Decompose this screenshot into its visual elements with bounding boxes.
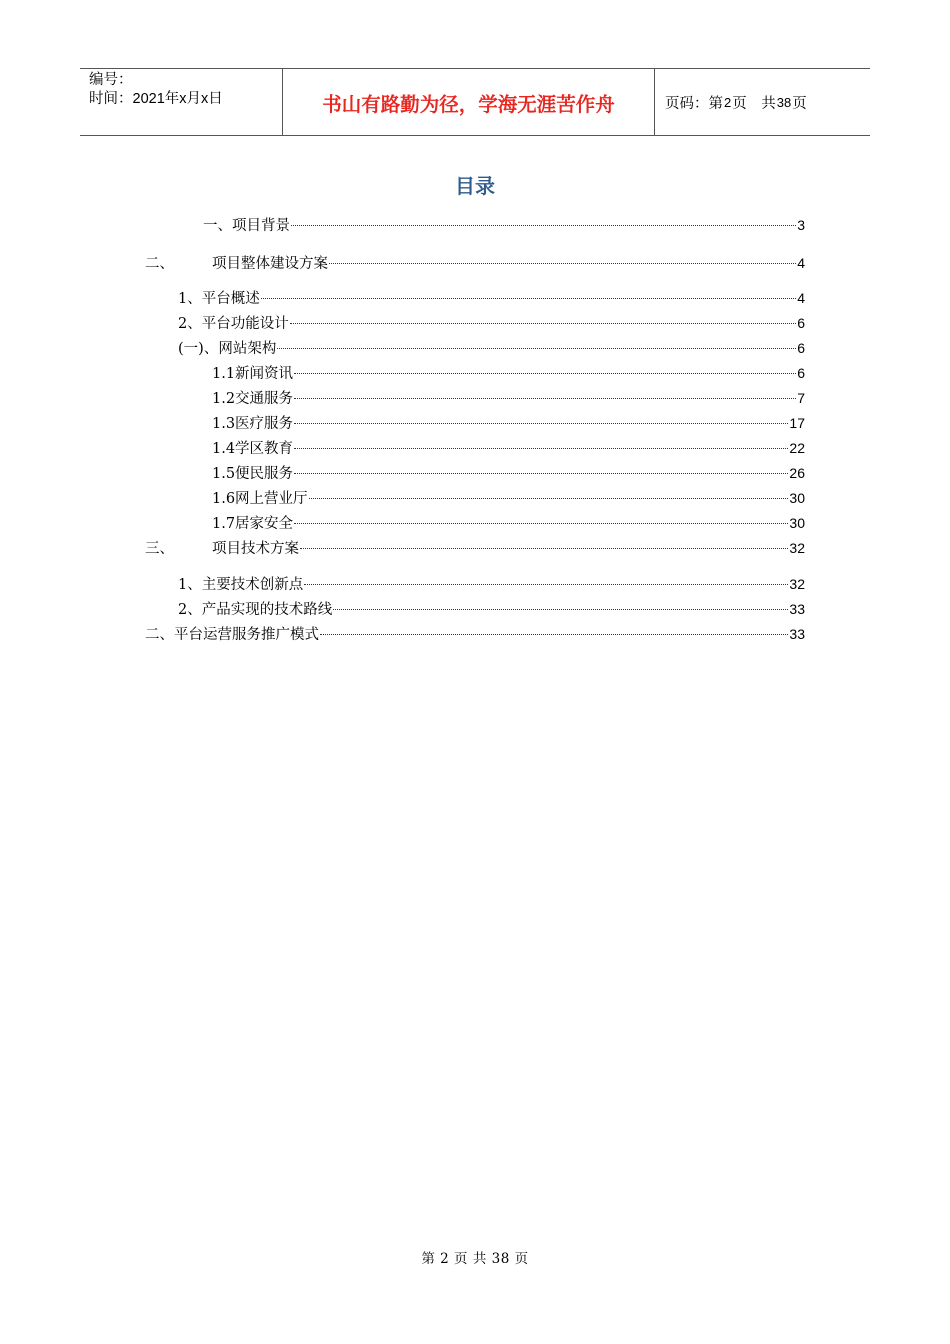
toc-entry[interactable] xyxy=(178,598,805,618)
toc-leader-dots xyxy=(329,262,796,264)
toc-leader-dots xyxy=(320,633,788,635)
toc-entry[interactable] xyxy=(212,512,805,532)
serial-number-label: 编号： xyxy=(89,72,133,88)
toc-leader-dots xyxy=(333,608,788,610)
toc-entry-page: 32 xyxy=(789,540,805,556)
toc-entry-number: 三、 xyxy=(145,541,174,557)
toc-entry[interactable] xyxy=(212,362,805,382)
toc-leader-dots xyxy=(294,472,788,474)
toc-entry[interactable] xyxy=(178,287,805,307)
toc-entry-page: 6 xyxy=(797,340,805,356)
toc-entry-page: 6 xyxy=(797,315,805,331)
toc-entry[interactable] xyxy=(145,537,805,557)
toc-entry[interactable] xyxy=(212,437,805,457)
toc-entry[interactable] xyxy=(212,462,805,482)
toc-entry-page: 33 xyxy=(789,626,805,642)
toc-leader-dots xyxy=(261,297,796,299)
page-footer: 第 2 页 共 38 页 xyxy=(421,1251,529,1267)
toc-entry-page: 30 xyxy=(789,490,805,506)
toc-entry-page: 33 xyxy=(789,601,805,617)
toc-entry-label: 一、项目背景 xyxy=(203,218,290,234)
toc-entry-label: 项目整体建设方案 xyxy=(212,256,328,272)
toc-entry-label: 1.1新闻资讯 xyxy=(212,366,294,382)
page-prefix: 页码：第 xyxy=(665,95,723,112)
toc-entry-label: 1、主要技术创新点 xyxy=(178,577,304,593)
document-header xyxy=(80,68,870,136)
toc-entry-page: 22 xyxy=(789,440,805,456)
toc-entry-page: 4 xyxy=(797,255,805,271)
toc-entry-page: 6 xyxy=(797,365,805,381)
toc-entry[interactable] xyxy=(178,312,805,332)
toc-entry-label: 1.2交通服务 xyxy=(212,391,294,407)
toc-entry-label: 1.7居家安全 xyxy=(212,516,294,532)
toc-leader-dots xyxy=(294,522,788,524)
toc-entry-label: 1.4学区教育 xyxy=(212,441,294,457)
motto-text: 书山有路勤为径，学海无涯苦作舟 xyxy=(322,93,615,116)
header-motto-cell xyxy=(282,69,655,135)
toc-leader-dots xyxy=(304,583,788,585)
header-page-cell xyxy=(655,69,870,135)
toc-entry[interactable] xyxy=(212,487,805,507)
page-suffix: 页 xyxy=(792,95,807,112)
toc-leader-dots xyxy=(290,322,796,324)
toc-entry-page: 32 xyxy=(789,576,805,592)
toc-entry-number: 二、 xyxy=(145,256,174,272)
toc-entry-label: 2、产品实现的技术路线 xyxy=(178,602,333,618)
page-total: 38 xyxy=(776,94,792,110)
toc-entry-label: 项目技术方案 xyxy=(212,541,299,557)
toc-entry-page: 26 xyxy=(789,465,805,481)
toc-entry[interactable] xyxy=(145,252,805,272)
toc-entry-page: 7 xyxy=(797,390,805,406)
toc-leader-dots xyxy=(300,547,788,549)
toc-entry-page: 17 xyxy=(789,415,805,431)
toc-entry[interactable] xyxy=(178,337,805,357)
page-middle: 页 共 xyxy=(732,95,776,112)
toc-entry[interactable] xyxy=(178,573,805,593)
toc-leader-dots xyxy=(291,224,796,226)
toc-leader-dots xyxy=(294,447,788,449)
toc-entry-page: 30 xyxy=(789,515,805,531)
toc-leader-dots xyxy=(294,422,788,424)
toc-entry-label: (一)、网站架构 xyxy=(178,341,277,357)
toc-entry-label: 1、平台概述 xyxy=(178,291,260,307)
toc-entry-page: 4 xyxy=(797,290,805,306)
date-label: 时间：2021年x月x日 xyxy=(89,91,223,107)
toc-entry[interactable] xyxy=(145,623,805,643)
toc-entry-label: 1.6网上营业厅 xyxy=(212,491,308,507)
toc-leader-dots xyxy=(309,497,789,499)
header-left-cell xyxy=(80,69,282,135)
toc-entry-label: 2、平台功能设计 xyxy=(178,316,289,332)
toc-leader-dots xyxy=(294,372,796,374)
toc-entry[interactable] xyxy=(203,214,805,234)
toc-entry-label: 二、平台运营服务推广模式 xyxy=(145,627,319,643)
toc-entry-label: 1.3医疗服务 xyxy=(212,416,294,432)
toc-entry-label: 1.5便民服务 xyxy=(212,466,294,482)
toc-entry[interactable] xyxy=(212,412,805,432)
toc-entry[interactable] xyxy=(212,387,805,407)
toc-entry-page: 3 xyxy=(797,217,805,233)
toc-leader-dots xyxy=(294,397,796,399)
toc-leader-dots xyxy=(277,347,796,349)
page-current: 2 xyxy=(724,94,732,110)
toc-title: 目录 xyxy=(455,174,495,198)
